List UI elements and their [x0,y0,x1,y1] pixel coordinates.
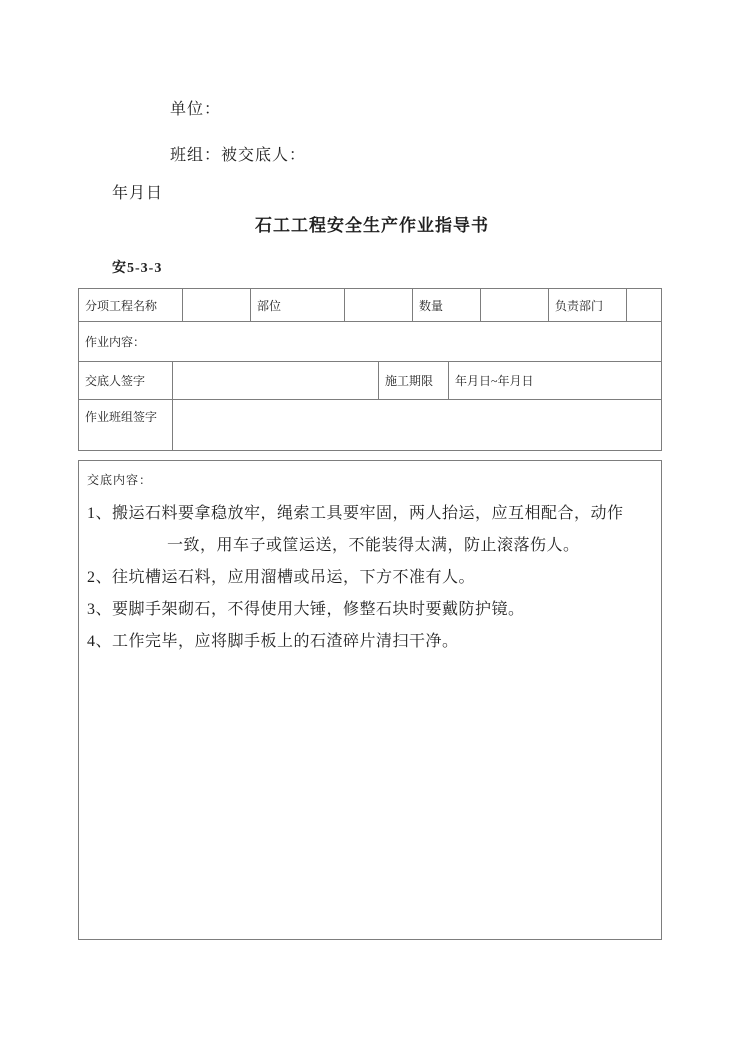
work-content-label: 作业内容： [85,335,146,349]
subproject-name-value [183,289,251,321]
construction-period-value: 年月日~年月日 [455,374,534,388]
subproject-name-label: 分项工程名称 [79,289,183,321]
unit-label: 单位： [170,101,222,118]
quantity-value [481,289,549,321]
part-value [345,289,413,321]
briefing-line-3: 3、要脚手架砌石，不得使用大锤，修整石块时要戴防护镜。 [87,601,525,618]
document-number: 安5-3-3 [112,261,163,276]
construction-period-label: 施工期限 [379,362,449,399]
table-row-work-content [79,322,661,362]
info-table [78,288,662,451]
briefing-line-2: 2、往坑槽运石料，应用溜槽或吊运，下方不准有人。 [87,569,476,586]
responsible-dept-label: 负责部门 [549,289,627,321]
briefing-content-box [78,460,662,940]
table-row-team-signature [79,400,661,450]
briefing-content-label: 交底内容： [87,473,153,487]
table-row-signature [79,362,661,400]
responsible-dept-value [627,289,661,321]
date-label: 年月日 [112,185,164,202]
briefer-signature-label: 交底人签字 [79,362,173,399]
briefer-signature-value [173,362,379,399]
briefing-line-4: 4、工作完毕，应将脚手板上的石渣碎片清扫干净。 [87,633,459,650]
table-row-project-info [79,289,661,322]
part-label: 部位 [251,289,345,321]
work-team-signature-value [173,400,661,450]
team-and-briefed-person-label: 班组：被交底人： [170,147,307,164]
work-team-signature-label: 作业班组签字 [79,400,173,450]
quantity-label: 数量 [413,289,481,321]
briefing-line-1-continued: 一致，用车子或筐运送，不能装得太满，防止滚落伤人。 [167,537,580,554]
page-title: 石工工程安全生产作业指导书 [255,216,489,235]
briefing-line-1: 1、搬运石料要拿稳放牢，绳索工具要牢固，两人抬运，应互相配合，动作 [87,505,624,522]
